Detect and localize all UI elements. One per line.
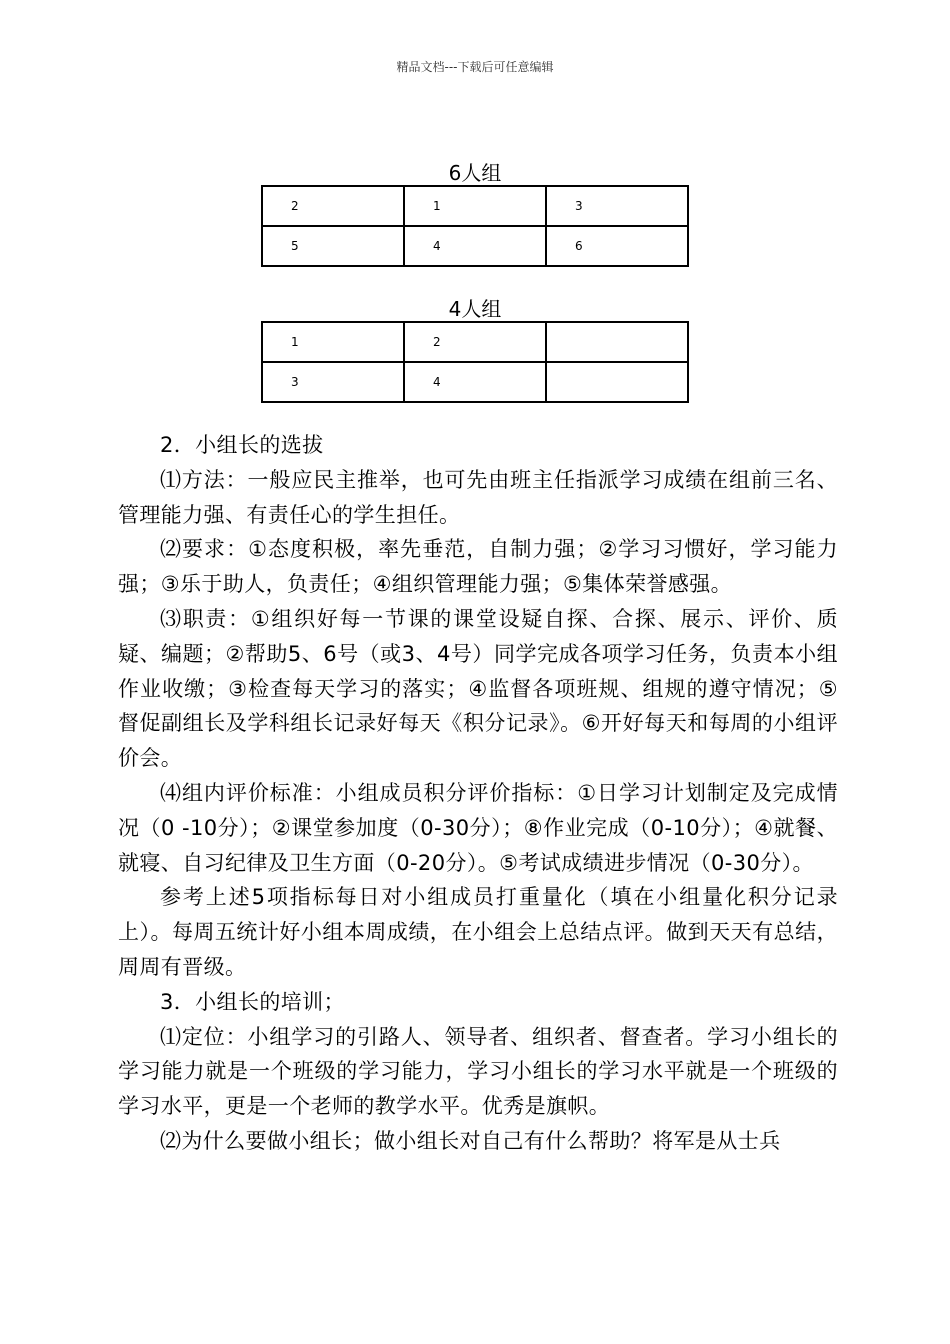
table-cell: [546, 322, 688, 362]
section-heading-selection: 2．小组长的选拔: [160, 433, 324, 457]
paragraph-reference: 参考上述5项指标每日对小组成员打重量化（填在小组量化积分记录上）。每周五统计好小组本周成绩，在小组会上总结点评。做到天天有总结，周周有晋级。: [118, 885, 838, 979]
table-4-title: 4人组: [448, 297, 502, 321]
table-cell: 4: [404, 226, 546, 266]
paragraph-duties: ⑶职责：①组织好每一节课的课堂设疑自探、合探、展示、评价、质疑、编题；②帮助5、6号（或3、4号）同学完成各项学习任务，负责本小组作业收缴；③检查每天学习的落实；④监督各项班规、组规的遵守情况；⑤督促副组长及学科组长记录好每天《积分记录》。⑥开好每天和每周的小组评价会。: [118, 606, 838, 771]
seating-table-6: [261, 185, 689, 267]
table-cell: 1: [404, 186, 546, 226]
table-6-title: 6人组: [448, 161, 502, 185]
section-heading-training: 3．小组长的培训；: [160, 989, 345, 1014]
table-cell: [546, 362, 688, 402]
table-row: [262, 226, 688, 266]
paragraph-why-leader: ⑵为什么要做小组长；做小组长对自己有什么帮助？将军是从士兵: [160, 1128, 781, 1153]
table-cell: 2: [262, 186, 404, 226]
seating-table-4: [261, 321, 689, 403]
table-cell: 1: [262, 322, 404, 362]
table-row: [262, 322, 688, 362]
page-header: 精品文档---下载后可任意编辑: [396, 60, 554, 74]
table-cell: 5: [262, 226, 404, 266]
table-row: [262, 362, 688, 402]
table-cell: 3: [546, 186, 688, 226]
paragraph-positioning: ⑴定位：小组学习的引路人、领导者、组织者、督查者。学习小组长的学习能力就是一个班级的学习能力，学习小组长的学习水平就是一个班级的学习水平，更是一个老师的教学水平。优秀是旗帜。: [118, 1024, 838, 1119]
paragraph-evaluation-criteria: ⑷组内评价标准：小组成员积分评价指标：①日学习计划制定及完成情况（0 -10分）；②课堂参加度（0-30分）；⑧作业完成（0-10分）；④就餐、就寝、自习纪律及卫生方面（0-20分）。⑤考试成绩进步情况（0-30分）。: [118, 780, 838, 875]
table-cell: 6: [546, 226, 688, 266]
table-row: [262, 186, 688, 226]
table-cell: 2: [404, 322, 546, 362]
paragraph-requirements: ⑵要求：①态度积极，率先垂范，自制力强；②学习习惯好，学习能力强；③乐于助人，负责任；④组织管理能力强；⑤集体荣誉感强。: [118, 537, 838, 597]
table-cell: 4: [404, 362, 546, 402]
paragraph-method: ⑴方法：一般应民主推举，也可先由班主任指派学习成绩在组前三名、管理能力强、有责任心的学生担任。: [118, 467, 838, 527]
document-body: [118, 428, 838, 1159]
table-cell: 3: [262, 362, 404, 402]
